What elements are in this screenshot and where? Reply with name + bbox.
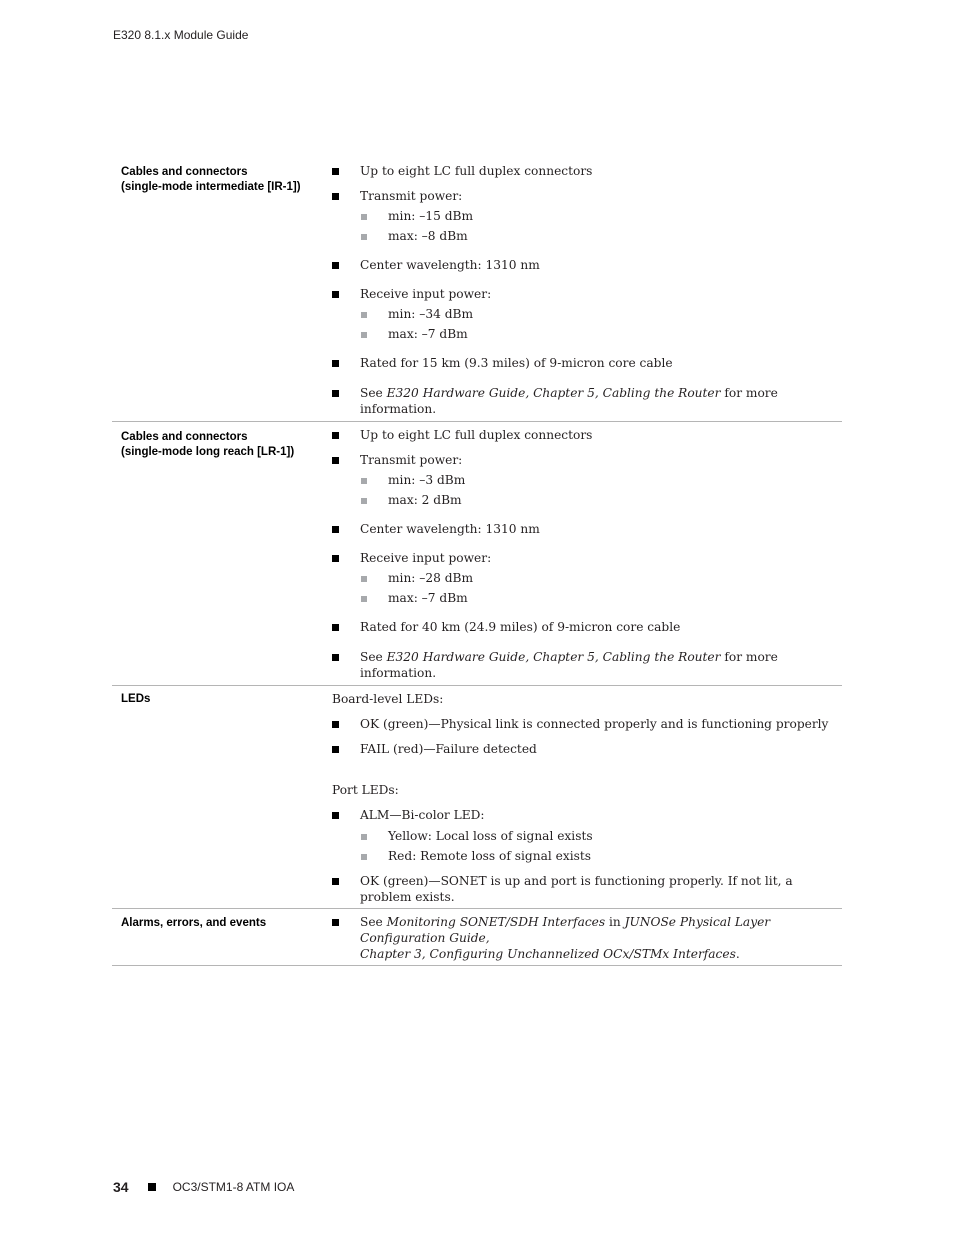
table-row	[112, 422, 842, 686]
running-header: E320 8.1.x Module Guide	[113, 28, 249, 42]
sub-item-text: max: –8 dBm	[388, 229, 468, 243]
square-bullet-icon	[332, 654, 339, 661]
square-bullet-icon	[361, 854, 367, 860]
sub-list-item	[332, 306, 842, 322]
list-item	[332, 521, 842, 537]
sub-item-text: min: –34 dBm	[388, 307, 474, 321]
square-bullet-icon	[361, 234, 367, 240]
square-bullet-icon	[332, 193, 339, 200]
row-label-line: Alarms, errors, and events	[121, 917, 267, 929]
row-label	[121, 430, 326, 460]
square-bullet-icon	[361, 498, 367, 504]
list-item-text: OK (green)—SONET is up and port is functioning properly. If not lit, a problem exists.	[360, 874, 793, 904]
list-item-text: OK (green)—Physical link is connected properly and is functioning properly	[360, 717, 829, 731]
sub-list-item	[332, 472, 842, 488]
see-suffix: .	[735, 947, 740, 961]
row-label-line: Cables and connectors	[121, 166, 248, 178]
list-item	[332, 427, 842, 443]
square-bullet-icon	[332, 432, 339, 439]
footer-section-title: OC3/STM1-8 ATM IOA	[172, 1180, 295, 1194]
see-suffix: for more information.	[360, 386, 778, 416]
square-bullet-icon	[361, 478, 367, 484]
table-row	[112, 909, 842, 966]
square-bullet-icon	[332, 812, 339, 819]
list-item	[332, 914, 842, 962]
square-bullet-icon	[332, 721, 339, 728]
see-prefix: See	[360, 915, 387, 929]
list-item-text: Transmit power:	[360, 189, 463, 203]
sub-item-text: max: –7 dBm	[388, 591, 468, 605]
row-content	[332, 686, 842, 905]
list-item	[332, 716, 842, 732]
list-item	[332, 163, 842, 179]
list-item	[332, 807, 842, 823]
monitoring-sonet-reference: Monitoring SONET/SDH Interfaces	[386, 915, 606, 929]
square-bullet-icon	[332, 291, 339, 298]
sub-item-text: max: –7 dBm	[388, 327, 468, 341]
see-prefix: See	[360, 650, 387, 664]
sub-item-text: max: 2 dBm	[388, 493, 462, 507]
row-label-line: LEDs	[121, 693, 151, 705]
sub-list-item	[332, 492, 842, 508]
row-content	[332, 422, 842, 681]
square-bullet-icon	[361, 312, 367, 318]
list-item	[332, 257, 842, 273]
sub-item-text: min: –3 dBm	[388, 473, 466, 487]
list-item	[332, 452, 842, 468]
list-item	[332, 188, 842, 204]
list-item	[332, 550, 842, 566]
sub-list-item	[332, 590, 842, 606]
square-bullet-icon	[332, 360, 339, 367]
list-item	[332, 873, 842, 905]
table-row	[112, 686, 842, 909]
port-leds-intro: Port LEDs:	[332, 783, 399, 797]
row-label	[121, 692, 326, 707]
list-item-text: Up to eight LC full duplex connectors	[360, 164, 593, 178]
square-bullet-icon	[332, 746, 339, 753]
list-item	[332, 286, 842, 302]
square-bullet-icon	[332, 624, 339, 631]
square-bullet-icon	[361, 332, 367, 338]
row-label-line: (single-mode long reach [LR-1])	[121, 446, 295, 458]
row-label	[121, 916, 326, 931]
hardware-guide-reference: E320 Hardware Guide, Chapter 5, Cabling the Router	[386, 386, 721, 400]
row-label-line: (single-mode intermediate [IR-1])	[121, 181, 301, 193]
list-item-text: Center wavelength: 1310 nm	[360, 522, 540, 536]
square-bullet-icon	[361, 596, 367, 602]
chapter-reference: Chapter 3, Configuring Unchannelized OCx/STMx Interfaces	[360, 947, 736, 961]
row-label-line: Cables and connectors	[121, 431, 248, 443]
list-item	[332, 741, 842, 757]
board-leds-intro: Board-level LEDs:	[332, 692, 444, 706]
physical-layer-guide-reference: JUNOSe Physical Layer Configuration Guide,	[360, 915, 771, 945]
square-bullet-icon	[332, 168, 339, 175]
square-bullet-icon	[332, 262, 339, 269]
sub-list-item	[332, 570, 842, 586]
see-suffix: for more information.	[360, 650, 778, 680]
sub-item-text: min: –15 dBm	[388, 209, 474, 223]
sub-item-text: min: –28 dBm	[388, 571, 474, 585]
sub-list-item	[332, 208, 842, 224]
square-bullet-icon	[361, 834, 367, 840]
sub-list-item	[332, 326, 842, 342]
see-prefix: See	[360, 386, 387, 400]
sub-list-item	[332, 828, 842, 844]
page-number: 34	[113, 1179, 129, 1195]
square-bullet-icon	[361, 214, 367, 220]
hardware-guide-reference: E320 Hardware Guide, Chapter 5, Cabling the Router	[386, 650, 721, 664]
row-label	[121, 165, 326, 195]
square-bullet-icon	[332, 526, 339, 533]
list-item-text: Rated for 40 km (24.9 miles) of 9-micron core cable	[360, 620, 681, 634]
square-bullet-icon	[332, 555, 339, 562]
square-bullet-icon	[332, 457, 339, 464]
square-bullet-icon	[148, 1183, 156, 1191]
list-item-text: Transmit power:	[360, 453, 463, 467]
list-item-text: FAIL (red)—Failure detected	[360, 742, 537, 756]
page-footer	[113, 1179, 294, 1195]
sub-item-text: Yellow: Local loss of signal exists	[388, 829, 593, 843]
list-item-text: Rated for 15 km (9.3 miles) of 9-micron core cable	[360, 356, 673, 370]
list-item	[332, 355, 842, 371]
list-item-text: Up to eight LC full duplex connectors	[360, 428, 593, 442]
list-item-text: Receive input power:	[360, 287, 492, 301]
list-item	[332, 385, 842, 417]
square-bullet-icon	[332, 390, 339, 397]
list-item	[332, 619, 842, 635]
list-item-text: Receive input power:	[360, 551, 492, 565]
list-item-text: Center wavelength: 1310 nm	[360, 258, 540, 272]
list-item-text: ALM—Bi-color LED:	[360, 808, 485, 822]
see-connector: in	[605, 915, 625, 929]
row-content	[332, 155, 842, 417]
specifications-table	[112, 155, 842, 966]
table-row	[112, 155, 842, 422]
sub-list-item	[332, 228, 842, 244]
square-bullet-icon	[332, 878, 339, 885]
sub-list-item	[332, 848, 842, 864]
list-item	[332, 649, 842, 681]
square-bullet-icon	[361, 576, 367, 582]
square-bullet-icon	[332, 919, 339, 926]
sub-item-text: Red: Remote loss of signal exists	[388, 849, 592, 863]
row-content	[332, 909, 842, 962]
